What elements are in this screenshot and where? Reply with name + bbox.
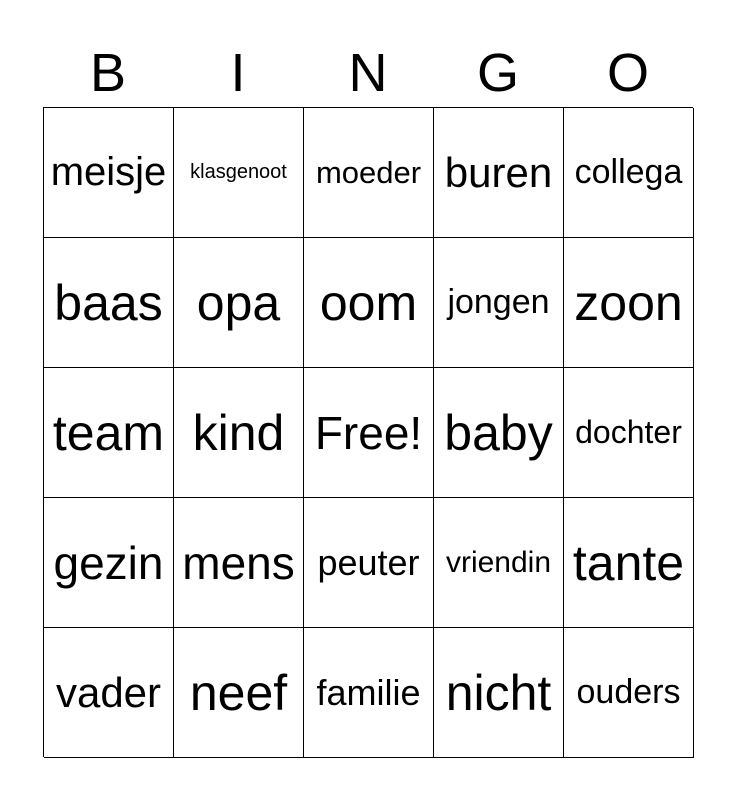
header-letter-o: O <box>606 43 649 103</box>
bingo-cell: vader <box>44 628 174 758</box>
bingo-cell: mens <box>174 498 304 628</box>
header-letter-i: I <box>230 43 246 103</box>
bingo-cell: jongen <box>434 238 564 368</box>
bingo-cell: opa <box>174 238 304 368</box>
header-letter-g: G <box>476 43 519 103</box>
bingo-cell-free: Free! <box>304 368 434 498</box>
bingo-cell: meisje <box>44 108 174 238</box>
bingo-cell: peuter <box>304 498 434 628</box>
bingo-cell: baby <box>434 368 564 498</box>
bingo-cell: moeder <box>304 108 434 238</box>
bingo-cell: familie <box>304 628 434 758</box>
bingo-cell: klasgenoot <box>174 108 304 238</box>
bingo-header <box>43 40 693 106</box>
bingo-cell: vriendin <box>434 498 564 628</box>
bingo-cell: kind <box>174 368 304 498</box>
header-letter-n: N <box>348 43 388 103</box>
bingo-cell: ouders <box>564 628 694 758</box>
bingo-cell: team <box>44 368 174 498</box>
bingo-cell: collega <box>564 108 694 238</box>
bingo-cell: baas <box>44 238 174 368</box>
bingo-cell: zoon <box>564 238 694 368</box>
bingo-cell: oom <box>304 238 434 368</box>
bingo-cell: neef <box>174 628 304 758</box>
header-letter-b: B <box>89 43 127 103</box>
bingo-cell: nicht <box>434 628 564 758</box>
bingo-cell: gezin <box>44 498 174 628</box>
bingo-card-grid <box>43 107 693 757</box>
bingo-cell: dochter <box>564 368 694 498</box>
bingo-cell: tante <box>564 498 694 628</box>
bingo-cell: buren <box>434 108 564 238</box>
